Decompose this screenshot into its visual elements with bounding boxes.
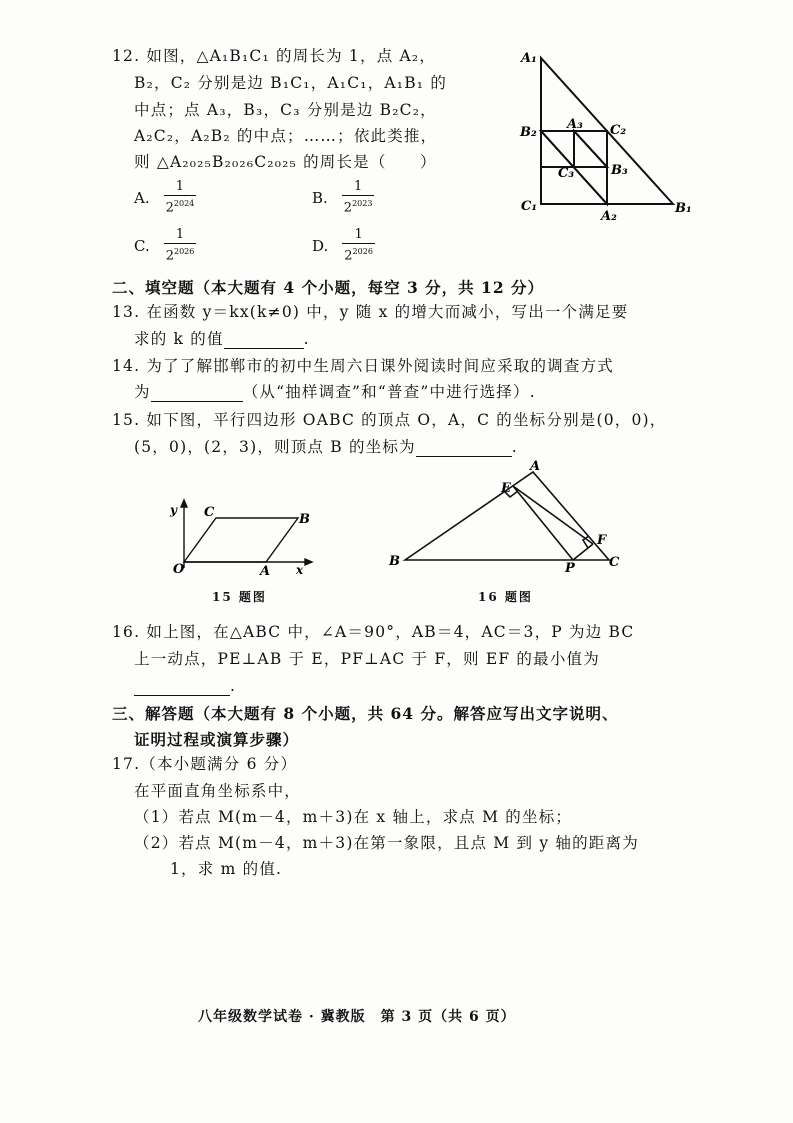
option-letter: A.: [134, 188, 150, 207]
q13-line-1: 13. 在函数 y＝kx(k≠0) 中，y 随 x 的增大而减小，写出一个满足要: [112, 303, 629, 321]
q17-part-2-line-1: （2）若点 M(m－4，m＋3)在第一象限，且点 M 到 y 轴的距离为: [134, 834, 639, 852]
q12-line-5: 则 △A₂₀₂₅B₂₀₂₆C₂₀₂₅ 的周长是（ ）: [134, 153, 437, 171]
fig15-o-label: O: [173, 562, 185, 577]
section-3-title-line-1: 三、解答题（本大题有 8 个小题，共 64 分。解答应写出文字说明、: [112, 704, 619, 723]
fig15-x-label: x: [296, 563, 304, 577]
parallelogram-oabc: [184, 518, 298, 562]
label-c1: C₁: [521, 199, 538, 214]
label-b3: B₃: [611, 163, 628, 178]
q12-option-b[interactable]: [312, 180, 374, 215]
option-fraction: $\frac{1}{2^{2024}}$: [165, 179, 195, 216]
q16-answer-blank[interactable]: [134, 681, 230, 696]
page-footer: 八年级数学试卷 · 冀教版 第 3 页（共 6 页）: [198, 1009, 516, 1025]
label-a3: A₃: [567, 117, 583, 132]
option-fraction: $\frac{1}{2^{2026}}$: [165, 227, 195, 264]
q12-option-d[interactable]: [312, 228, 375, 263]
label-b1: B₁: [675, 201, 692, 216]
q14-line-1: 14. 为了了解邯郸市的初中生周六日课外阅读时间应采取的调查方式: [112, 357, 614, 375]
q12-line-1: 12. 如图，△A₁B₁C₁ 的周长为 1，点 A₂，: [112, 47, 437, 65]
q15-line-1: 15. 如下图，平行四边形 OABC 的顶点 O，A，C 的坐标分别是(0，0)，: [112, 411, 667, 429]
fig15-y-label: y: [170, 503, 177, 517]
fig16-c-label: C: [609, 555, 620, 570]
q17-part-2-line-2: 1，求 m 的值.: [170, 860, 283, 878]
option-letter: B.: [312, 188, 328, 207]
fig16-f-label: F: [597, 533, 607, 548]
q16-line-2: 上一动点，PE⊥AB 于 E，PF⊥AC 于 F，则 EF 的最小值为: [134, 650, 600, 668]
fig15-b-label: B: [299, 512, 310, 527]
q16-line-1: 16. 如上图，在△ABC 中，∠A＝90°，AB＝4，AC＝3，P 为边 BC: [112, 623, 635, 641]
q12-triangle-figure: [515, 42, 700, 227]
segment-pf: [573, 544, 593, 560]
option-letter: D.: [312, 236, 329, 255]
fig15-parallelogram: [160, 498, 320, 580]
fig16-a-label: A: [530, 460, 541, 474]
label-a1: A₁: [521, 51, 537, 66]
label-a2: A₂: [601, 209, 617, 224]
q17-intro: 在平面直角坐标系中，: [134, 782, 302, 800]
label-c3: C₃: [558, 166, 575, 181]
option-fraction: $\frac{1}{2^{2023}}$: [343, 179, 373, 216]
q14-line-2: 为 （从“抽样调查”和“普查”中进行选择）.: [134, 383, 536, 401]
q15-answer-blank[interactable]: [416, 442, 512, 457]
fig16-caption: 16 题图: [478, 590, 533, 604]
q12-line-2: B₂，C₂ 分别是边 B₁C₁，A₁C₁，A₁B₁ 的: [134, 74, 448, 92]
q12-line-3: 中点；点 A₃，B₃，C₃ 分别是边 B₂C₂，: [134, 101, 437, 119]
q12-option-a[interactable]: [134, 180, 196, 215]
q15-line-2: (5，0)，(2，3)，则顶点 B 的坐标为 .: [134, 438, 518, 456]
section-3-title-line-2: 证明过程或演算步骤）: [134, 730, 300, 749]
fig16-p-label: P: [565, 561, 575, 576]
option-letter: C.: [134, 236, 150, 255]
q14-answer-blank[interactable]: [151, 387, 243, 402]
fig15-c-label: C: [204, 505, 215, 520]
label-b2: B₂: [520, 125, 537, 140]
q17-title: 17.（本小题满分 6 分）: [112, 755, 298, 773]
fig15-caption: 15 题图: [212, 590, 267, 604]
q13-line-2: 求的 k 的值 .: [134, 330, 310, 348]
fig16-triangle: [385, 460, 625, 578]
section-2-title: 二、填空题（本大题有 4 个小题，每空 3 分，共 12 分）: [112, 278, 545, 297]
fig16-e-label: E: [501, 481, 511, 496]
q12-option-c[interactable]: [134, 228, 196, 263]
label-c2: C₂: [610, 123, 627, 138]
q17-part-1: （1）若点 M(m－4，m＋3)在 x 轴上，求点 M 的坐标；: [134, 808, 573, 826]
q12-line-4: A₂C₂，A₂B₂ 的中点；……；依此类推，: [134, 127, 438, 145]
q13-answer-blank[interactable]: [224, 334, 304, 349]
option-fraction: $\frac{1}{2^{2026}}$: [344, 227, 373, 264]
q16-line-3: .: [134, 676, 236, 696]
fig15-a-label: A: [260, 564, 271, 579]
fig16-b-label: B: [389, 554, 400, 569]
